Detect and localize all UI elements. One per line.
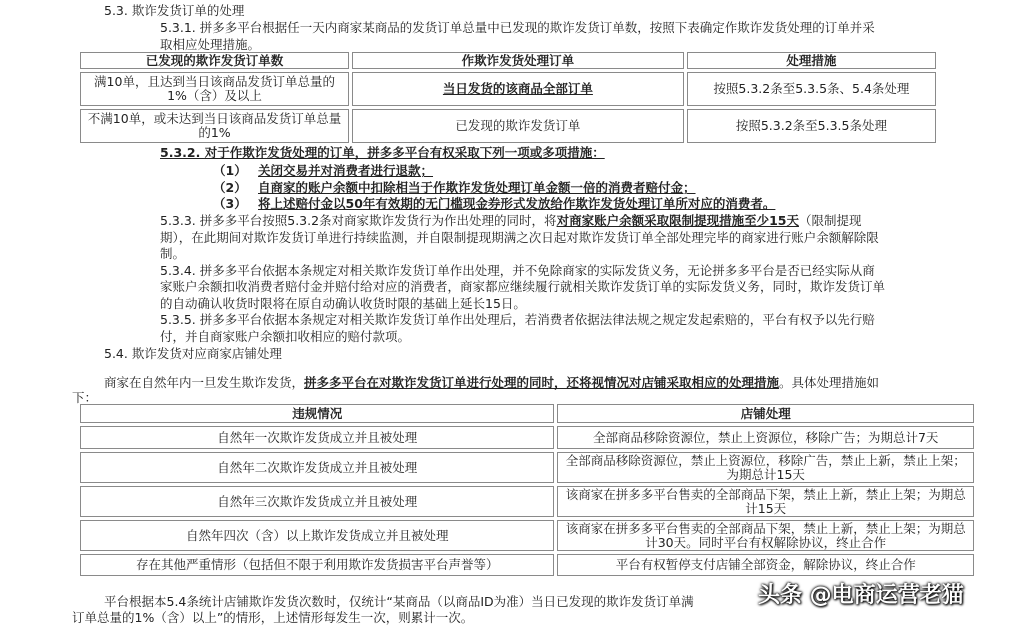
table-cell: 不满10单，或未达到当日该商品发货订单总量的1% <box>80 109 349 143</box>
section-5-3-4-line1: 5.3.4. 拼多多平台依据本条规定对相关欺诈发货订单作出处理，并不免除商家的实际发货义务，无论拼多多平台是否已经实际从商 <box>160 263 875 278</box>
table-row <box>80 520 974 551</box>
section-5-3-3-text-tail: （限制提现 <box>798 213 862 228</box>
table-header-cell: 违规情况 <box>80 404 554 423</box>
footer-line2: 订单总量的1%（含）以上”的情形，上述情形每发生一次，则累计一次。 <box>72 610 474 625</box>
table-header-cell: 处理措施 <box>687 52 936 69</box>
section-5-4-emphasis: 拼多多平台在对欺诈发货订单进行处理的同时，还将视情况对店铺采取相应的处理措施 <box>304 375 780 390</box>
measure-1-text: 关闭交易并对消费者进行退款； <box>258 163 434 178</box>
section-5-3-3-line2: 期），在此期间对欺诈发货订单进行持续监测，并自限制提现期满之次日起对欺诈发货订单全部处理完毕的商家进行账户余额解除限 <box>160 230 879 245</box>
section-5-4-title: 5.4. 欺诈发货对应商家店铺处理 <box>104 346 282 361</box>
table-row <box>80 109 936 143</box>
table-header-cell: 已发现的欺诈发货订单数 <box>80 52 349 69</box>
footer-line1: 平台根据本5.4条统计店铺欺诈发货次数时，仅统计“某商品（以商品ID为准）当日已发现的欺诈发货订单满 <box>104 594 694 609</box>
table-cell: 该商家在拼多多平台售卖的全部商品下架，禁止上新，禁止上架；为期总计15天 <box>557 486 974 517</box>
section-5-3-3-emphasis: 对商家账户余额采取限制提现措施至少15天 <box>556 213 799 228</box>
table-cell: 全部商品移除资源位，禁止上资源位，移除广告，禁止上新，禁止上架；为期总计15天 <box>557 452 974 483</box>
table-header-cell: 作欺诈发货处理订单 <box>352 52 684 69</box>
table-cell: 存在其他严重情形（包括但不限于利用欺诈发货损害平台声誉等） <box>80 554 554 576</box>
table-cell: 已发现的欺诈发货订单 <box>352 109 684 143</box>
section-5-3-1-line1: 5.3.1. 拼多多平台根据任一天内商家某商品的发货订单总量中已发现的欺诈发货订单数，按照下表确定作欺诈发货处理的订单并采 <box>160 20 875 35</box>
table-cell: 按照5.3.2条至5.3.5条处理 <box>687 109 936 143</box>
table-cell: 按照5.3.2条至5.3.5条、5.4条处理 <box>687 72 936 106</box>
table-cell: 自然年一次欺诈发货成立并且被处理 <box>80 426 554 449</box>
section-5-4-text-tail: 。具体处理措施如 <box>779 375 880 390</box>
table-row <box>80 486 974 517</box>
table-cell: 自然年三次欺诈发货成立并且被处理 <box>80 486 554 517</box>
section-5-3-3-text: 5.3.3. 拼多多平台按照5.3.2条对商家欺诈发货行为作出处理的同时，将 <box>160 213 557 228</box>
store-penalty-table <box>77 401 977 579</box>
section-5-3-title: 5.3. 欺诈发货订单的处理 <box>104 3 245 18</box>
table-cell: 满10单，且达到当日该商品发货订单总量的1%（含）及以上 <box>80 72 349 106</box>
measure-1-number: （1） <box>213 163 247 178</box>
table-row <box>80 452 974 483</box>
table-row <box>80 72 936 106</box>
watermark: 头条 @电商运营老猫 <box>758 583 964 608</box>
table-header-row <box>80 52 936 69</box>
section-5-3-3-line1 <box>160 211 861 229</box>
measure-2-number: （2） <box>213 180 247 195</box>
table-cell: 自然年二次欺诈发货成立并且被处理 <box>80 452 554 483</box>
table-cell: 该商家在拼多多平台售卖的全部商品下架，禁止上新，禁止上架；为期总计30天。同时平台有权解除协议，终止合作 <box>557 520 974 551</box>
section-5-3-5-line1: 5.3.5. 拼多多平台依据本条规定对相关欺诈发货订单作出处理后，若消费者依据法律法规之规定发起索赔的，平台有权予以先行赔 <box>160 312 875 327</box>
table-row <box>80 554 974 576</box>
table-header-row <box>80 404 974 423</box>
section-5-3-3-line3: 制。 <box>160 246 186 261</box>
section-5-3-4-line3: 的自动确认收货时限将在原自动确认收货时限的基础上延长15日。 <box>160 296 526 311</box>
fraud-order-table <box>77 49 939 146</box>
measure-2-text: 自商家的账户余额中扣除相当于作欺诈发货处理订单金额一倍的消费者赔付金； <box>258 180 696 195</box>
section-5-4-paragraph-line2: 下： <box>72 390 98 405</box>
section-5-4-text: 商家在自然年内一旦发生欺诈发货， <box>104 375 305 390</box>
table-cell: 全部商品移除资源位，禁止上资源位，移除广告；为期总计7天 <box>557 426 974 449</box>
table-row <box>80 426 974 449</box>
table-cell: 当日发货的该商品全部订单 <box>352 72 684 106</box>
measure-3-text: 将上述赔付金以50年有效期的无门槛现金券形式发放给作欺诈发货处理订单所对应的消费者。 <box>258 196 776 211</box>
measure-3-number: （3） <box>213 196 247 211</box>
section-5-4-paragraph-line1 <box>104 373 879 391</box>
section-5-3-5-line2: 付，并自商家账户余额扣收相应的赔付款项。 <box>160 329 411 344</box>
table-cell: 自然年四次（含）以上欺诈发货成立并且被处理 <box>80 520 554 551</box>
table-header-cell: 店铺处理 <box>557 404 974 423</box>
section-5-3-2-heading: 5.3.2. 对于作欺诈发货处理的订单，拼多多平台有权采取下列一项或多项措施： <box>160 145 605 160</box>
section-5-3-1-line2: 取相应处理措施。 <box>160 37 261 52</box>
section-5-3-4-line2: 家账户余额扣收消费者赔付金并赔付给对应的消费者，商家都应继续履行就相关欺诈发货订单的实际发货义务，同时，欺诈发货订单 <box>160 279 886 294</box>
table-cell: 平台有权暂停支付店铺全部资金，解除协议，终止合作 <box>557 554 974 576</box>
